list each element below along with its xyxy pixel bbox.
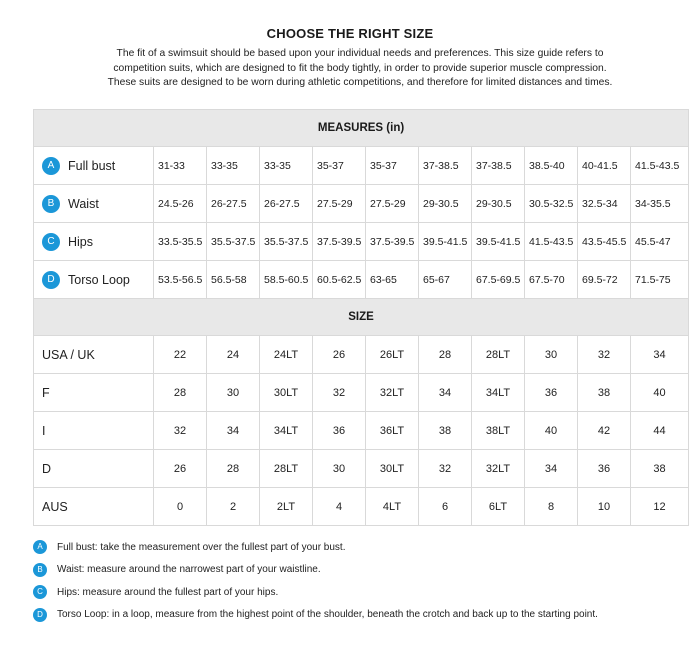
size-region-label: AUS [34, 488, 154, 526]
size-value-cell: 24LT [260, 336, 313, 374]
size-value-cell: 22 [154, 336, 207, 374]
size-region-label: I [34, 412, 154, 450]
measure-value-cell: 24.5-26 [154, 185, 207, 223]
measure-value-cell: 45.5-47 [631, 223, 689, 261]
size-value-cell: 30LT [260, 374, 313, 412]
measure-label-cell [34, 261, 154, 299]
measure-label-cell [34, 185, 154, 223]
measure-value-cell: 63-65 [366, 261, 419, 299]
size-value-cell: 30 [207, 374, 260, 412]
size-value-cell: 30 [525, 336, 578, 374]
measures-header-row [34, 110, 689, 147]
measure-value-cell: 41.5-43.5 [525, 223, 578, 261]
measurement-legend [33, 536, 693, 626]
intro-line: These suits are designed to be worn during athletic competitions, and therefore for limited distances and times. [107, 77, 613, 88]
size-value-cell: 40 [631, 374, 689, 412]
measure-label: Waist [68, 196, 99, 211]
measure-value-cell: 35-37 [366, 147, 419, 185]
size-value-cell: 10 [578, 488, 631, 526]
legend-text: Waist: measure around the narrowest part of your waistline. [57, 564, 321, 576]
measure-value-cell: 53.5-56.5 [154, 261, 207, 299]
measure-label: Hips [68, 234, 94, 249]
size-value-cell: 30 [313, 450, 366, 488]
measure-value-cell: 37.5-39.5 [313, 223, 366, 261]
measure-value-cell: 38.5-40 [525, 147, 578, 185]
measure-value-cell: 26-27.5 [207, 185, 260, 223]
measure-value-cell: 58.5-60.5 [260, 261, 313, 299]
size-value-cell: 32LT [366, 374, 419, 412]
size-value-cell: 36 [578, 450, 631, 488]
size-value-cell: 30LT [366, 450, 419, 488]
size-row [34, 412, 689, 450]
size-value-cell: 0 [154, 488, 207, 526]
measure-value-cell: 33-35 [260, 147, 313, 185]
measure-value-cell: 67.5-69.5 [472, 261, 525, 299]
size-region-label: USA / UK [34, 336, 154, 374]
size-value-cell: 28 [419, 336, 472, 374]
measure-value-cell: 37-38.5 [472, 147, 525, 185]
measure-value-cell: 35.5-37.5 [260, 223, 313, 261]
measure-value-cell: 30.5-32.5 [525, 185, 578, 223]
size-region-label: F [34, 374, 154, 412]
size-value-cell: 28LT [260, 450, 313, 488]
intro-line: The fit of a swimsuit should be based upon your individual needs and preferences. This size guide refers to [116, 48, 604, 59]
size-value-cell: 32 [578, 336, 631, 374]
measure-row [34, 147, 689, 185]
legend-item [33, 559, 693, 582]
size-value-cell: 28LT [472, 336, 525, 374]
size-value-cell: 40 [525, 412, 578, 450]
size-value-cell: 2 [207, 488, 260, 526]
measure-row [34, 223, 689, 261]
legend-item [33, 581, 693, 604]
size-value-cell: 26LT [366, 336, 419, 374]
legend-text: Full bust: take the measurement over the fullest part of your bust. [57, 541, 346, 553]
legend-badge-icon: B [33, 563, 47, 577]
size-value-cell: 28 [207, 450, 260, 488]
size-row [34, 374, 689, 412]
measure-value-cell: 34-35.5 [631, 185, 689, 223]
size-header: SIZE [34, 299, 689, 336]
measure-value-cell: 35.5-37.5 [207, 223, 260, 261]
measure-value-cell: 67.5-70 [525, 261, 578, 299]
size-value-cell: 34 [419, 374, 472, 412]
size-value-cell: 34 [525, 450, 578, 488]
size-value-cell: 36LT [366, 412, 419, 450]
measure-value-cell: 60.5-62.5 [313, 261, 366, 299]
measure-value-cell: 56.5-58 [207, 261, 260, 299]
size-value-cell: 6 [419, 488, 472, 526]
legend-text: Torso Loop: in a loop, measure from the highest point of the shoulder, beneath the crotch and back up to the starting point. [57, 609, 598, 621]
intro-line: competition suits, which are designed to fit the body tightly, in order to provide superior muscle compression. [113, 62, 607, 74]
size-row [34, 336, 689, 374]
measure-value-cell: 31-33 [154, 147, 207, 185]
measure-label-cell [34, 147, 154, 185]
measure-value-cell: 41.5-43.5 [631, 147, 689, 185]
measure-badge-icon: D [42, 271, 60, 289]
measure-row [34, 261, 689, 299]
measure-label: Torso Loop [68, 272, 130, 287]
measure-badge-icon: B [42, 195, 60, 213]
measure-value-cell: 37.5-39.5 [366, 223, 419, 261]
measure-badge-icon: C [42, 233, 60, 251]
size-value-cell: 24 [207, 336, 260, 374]
legend-item [33, 604, 693, 627]
size-value-cell: 38LT [472, 412, 525, 450]
size-value-cell: 42 [578, 412, 631, 450]
size-value-cell: 32 [313, 374, 366, 412]
measure-value-cell: 32.5-34 [578, 185, 631, 223]
size-value-cell: 34 [631, 336, 689, 374]
measure-value-cell: 40-41.5 [578, 147, 631, 185]
size-value-cell: 32LT [472, 450, 525, 488]
legend-badge-icon: C [33, 585, 47, 599]
size-value-cell: 2LT [260, 488, 313, 526]
measure-value-cell: 39.5-41.5 [472, 223, 525, 261]
size-value-cell: 36 [525, 374, 578, 412]
size-value-cell: 32 [154, 412, 207, 450]
size-value-cell: 8 [525, 488, 578, 526]
measure-value-cell: 71.5-75 [631, 261, 689, 299]
page-title: CHOOSE THE RIGHT SIZE [266, 26, 434, 41]
size-row [34, 488, 689, 526]
measure-badge-icon: A [42, 157, 60, 175]
size-value-cell: 34LT [472, 374, 525, 412]
size-header-row [34, 299, 689, 336]
size-row [34, 450, 689, 488]
size-value-cell: 6LT [472, 488, 525, 526]
measure-value-cell: 39.5-41.5 [419, 223, 472, 261]
legend-badge-icon: D [33, 608, 47, 622]
size-value-cell: 12 [631, 488, 689, 526]
size-value-cell: 26 [154, 450, 207, 488]
size-value-cell: 38 [419, 412, 472, 450]
size-value-cell: 36 [313, 412, 366, 450]
measure-value-cell: 29-30.5 [472, 185, 525, 223]
legend-text: Hips: measure around the fullest part of your hips. [57, 586, 279, 598]
size-value-cell: 32 [419, 450, 472, 488]
size-value-cell: 28 [154, 374, 207, 412]
measure-value-cell: 29-30.5 [419, 185, 472, 223]
size-region-label: D [34, 450, 154, 488]
measure-value-cell: 43.5-45.5 [578, 223, 631, 261]
measure-value-cell: 27.5-29 [366, 185, 419, 223]
measure-value-cell: 35-37 [313, 147, 366, 185]
measure-label: Full bust [68, 158, 116, 173]
measure-value-cell: 65-67 [419, 261, 472, 299]
measures-header: MEASURES (in) [34, 110, 689, 147]
size-value-cell: 26 [313, 336, 366, 374]
size-value-cell: 38 [578, 374, 631, 412]
size-value-cell: 44 [631, 412, 689, 450]
legend-badge-icon: A [33, 540, 47, 554]
measure-value-cell: 33.5-35.5 [154, 223, 207, 261]
size-value-cell: 4LT [366, 488, 419, 526]
measure-value-cell: 37-38.5 [419, 147, 472, 185]
measure-row [34, 185, 689, 223]
size-guide-table [33, 109, 689, 526]
measure-value-cell: 27.5-29 [313, 185, 366, 223]
measure-value-cell: 33-35 [207, 147, 260, 185]
legend-item [33, 536, 693, 559]
measure-value-cell: 26-27.5 [260, 185, 313, 223]
size-value-cell: 38 [631, 450, 689, 488]
size-value-cell: 34 [207, 412, 260, 450]
intro-text [50, 47, 670, 91]
measure-label-cell [34, 223, 154, 261]
measure-value-cell: 69.5-72 [578, 261, 631, 299]
size-value-cell: 34LT [260, 412, 313, 450]
size-value-cell: 4 [313, 488, 366, 526]
